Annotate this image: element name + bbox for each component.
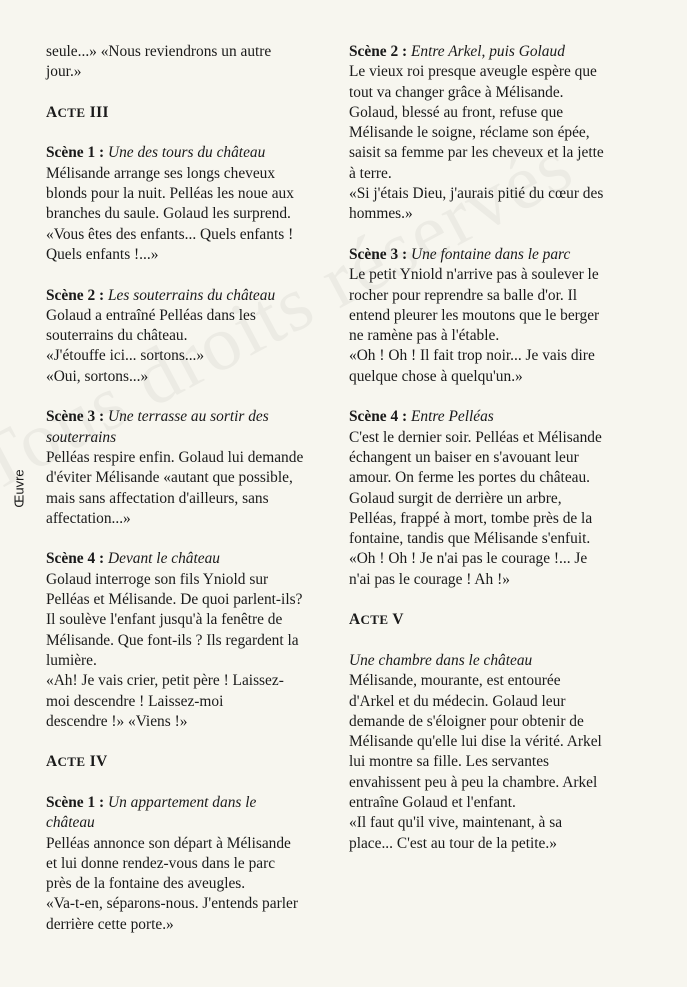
text-line: seule...» «Nous reviendrons un autre	[46, 43, 272, 60]
text-line: hommes.»	[349, 205, 413, 223]
text-line: «Si j'étais Dieu, j'aurais pitié du cœur des	[349, 185, 604, 203]
scene-block	[46, 143, 342, 265]
text-line: envahissent peu à peu la chambre. Arkel	[349, 773, 598, 791]
text-line: «Oh ! Oh ! Il fait trop noir... Je vais dire	[349, 347, 595, 365]
acte-label: ACTE V	[349, 611, 404, 629]
text-line: lumière.	[46, 651, 97, 669]
scene-location: Entre Arkel, puis Golaud	[411, 43, 565, 60]
scene-location: Une terrasse au sortir des	[108, 408, 269, 426]
text-line: jour.»	[46, 63, 82, 81]
text-line: ne ramène pas à l'étable.	[349, 327, 500, 345]
scene-location: château	[46, 814, 95, 832]
text-line: Mélisande qu'elle lui dise la vérité. Arkel	[349, 733, 602, 751]
text-line: «Il faut qu'il vive, maintenant, à sa	[349, 814, 563, 832]
text-line: «Oui, sortons...»	[46, 367, 149, 385]
text-line: Quels enfants !...»	[46, 245, 159, 263]
acte-v-heading	[349, 610, 645, 630]
text-line: place... C'est au tour de la petite.»	[349, 834, 557, 852]
text-line: affectation...»	[46, 509, 131, 527]
text-line: lui montre sa fille. Les servantes	[349, 753, 550, 771]
scene-title	[46, 286, 342, 306]
text-line: Le vieux roi presque aveugle espère que	[349, 63, 597, 81]
text-line: Il soulève l'enfant jusqu'à la fenêtre de	[46, 611, 283, 629]
scene-block	[46, 549, 342, 732]
scene-title	[46, 793, 342, 813]
text-line: Golaud interroge son fils Yniold sur	[46, 570, 269, 588]
scene-block	[46, 407, 342, 529]
text-line: blonds pour la nuit. Pelléas les noue aux	[46, 185, 294, 203]
scene-label: Scène 4 :	[349, 408, 408, 426]
scene-location: Les souterrains du château	[108, 286, 276, 304]
text-line: Pelléas et Mélisande. De quoi parlent-ils?	[46, 591, 303, 609]
text-line: «J'étouffe ici... sortons...»	[46, 347, 205, 365]
text-line: Pelléas respire enfin. Golaud lui demande	[46, 448, 304, 466]
scene-title	[46, 407, 342, 427]
scene-location: Un appartement dans le	[108, 793, 257, 811]
side-label-text: Œuvre	[11, 468, 27, 508]
text-line: mais sans affectation d'ailleurs, sans	[46, 489, 269, 507]
text-line: Mélisande le soigne, réclame son épée,	[349, 124, 590, 142]
scene-title	[46, 549, 342, 569]
text-line: Le petit Yniold n'arrive pas à soulever le	[349, 266, 599, 284]
scene-title	[349, 42, 645, 62]
text-line: à terre.	[349, 164, 392, 182]
text-line: branches du saule. Golaud les surprend.	[46, 205, 291, 223]
text-line: Mélisande arrange ses longs cheveux	[46, 164, 276, 182]
scene-location: Une des tours du château	[108, 144, 266, 162]
text-line: fontaine, tandis que Mélisande s'enfuit.	[349, 530, 591, 548]
text-line: entend pleurer les moutons que le berger	[349, 306, 600, 324]
scene-location: Entre Pelléas	[411, 408, 494, 426]
text-line: quelque chose à quelqu'un.»	[349, 367, 523, 385]
scene-label: Scène 2 :	[349, 43, 408, 60]
scene-label: Scène 2 :	[46, 286, 105, 304]
text-line: Golaud a entraîné Pelléas dans les	[46, 306, 256, 324]
text-line: rocher pour reprendre sa balle d'or. Il	[349, 286, 577, 304]
left-column	[46, 42, 342, 955]
text-line: «Vous êtes des enfants... Quels enfants !	[46, 225, 294, 243]
text-line: d'éviter Mélisande «autant que possible,	[46, 469, 293, 487]
text-line: tout va changer grâce à Mélisande.	[349, 83, 564, 101]
acte-label: ACTE III	[46, 103, 109, 121]
text-line: près de la fontaine des aveugles.	[46, 875, 246, 893]
text-line: et lui donne rendez-vous dans le parc	[46, 854, 276, 872]
text-line: Pelléas annonce son départ à Mélisande	[46, 834, 291, 852]
text-line: amour. On ferme les portes du château.	[349, 469, 591, 487]
scene-title	[46, 143, 342, 163]
text-line: saisit sa femme par les cheveux et la jette	[349, 144, 604, 162]
text-line: souterrains du château.	[46, 327, 188, 345]
acte-label: ACTE IV	[46, 753, 108, 771]
continuation-block	[46, 42, 342, 83]
text-line: C'est le dernier soir. Pelléas et Mélisande	[349, 428, 602, 446]
scene-block	[46, 793, 342, 935]
text-line: descendre !» «Viens !»	[46, 712, 188, 730]
acte-v-block	[349, 651, 645, 854]
scene-block	[349, 42, 645, 225]
text-line: Mélisande. Que font-ils ? Ils regardent la	[46, 631, 299, 649]
text-line: Golaud, blessé au front, refuse que	[349, 103, 564, 121]
scene-label: Scène 3 :	[46, 408, 105, 426]
scene-label: Scène 4 :	[46, 550, 105, 568]
scene-label: Scène 3 :	[349, 245, 408, 263]
text-line: d'Arkel et du médecin. Golaud leur	[349, 692, 566, 710]
acte-iv-heading	[46, 752, 342, 772]
text-line: Golaud surgit de derrière un arbre,	[349, 489, 562, 507]
right-column	[349, 42, 645, 874]
text-line: «Va-t-en, séparons-nous. J'entends parler	[46, 895, 298, 913]
scene-location: Devant le château	[108, 550, 220, 568]
text-line: Mélisande, mourante, est entourée	[349, 672, 561, 690]
text-line: «Oh ! Oh ! Je n'ai pas le courage !... Je	[349, 550, 588, 568]
scene-location: souterrains	[46, 428, 117, 446]
text-line: Pelléas, frappé à mort, tombe près de la	[349, 509, 593, 527]
text-line: n'ai pas le courage ! Ah !»	[349, 570, 510, 588]
scene-label: Scène 1 :	[46, 144, 105, 162]
acte-iii-heading	[46, 103, 342, 123]
text-line: échangent un baiser en s'avouant leur	[349, 448, 579, 466]
scene-title	[349, 245, 645, 265]
text-line: moi descendre ! Laissez-moi	[46, 692, 224, 710]
scene-block	[46, 286, 342, 387]
scene-label: Scène 1 :	[46, 793, 105, 811]
text-line: «Ah! Je vais crier, petit père ! Laissez-	[46, 672, 284, 690]
scene-block	[349, 245, 645, 387]
side-label	[4, 458, 34, 518]
scene-title	[349, 407, 645, 427]
text-line: entraîne Golaud et l'enfant.	[349, 793, 516, 811]
scene-block	[349, 407, 645, 590]
scene-location: Une chambre dans le château	[349, 651, 533, 669]
text-line: demande de s'éloigner pour obtenir de	[349, 712, 584, 730]
text-line: derrière cette porte.»	[46, 915, 174, 933]
scene-location: Une fontaine dans le parc	[411, 245, 571, 263]
